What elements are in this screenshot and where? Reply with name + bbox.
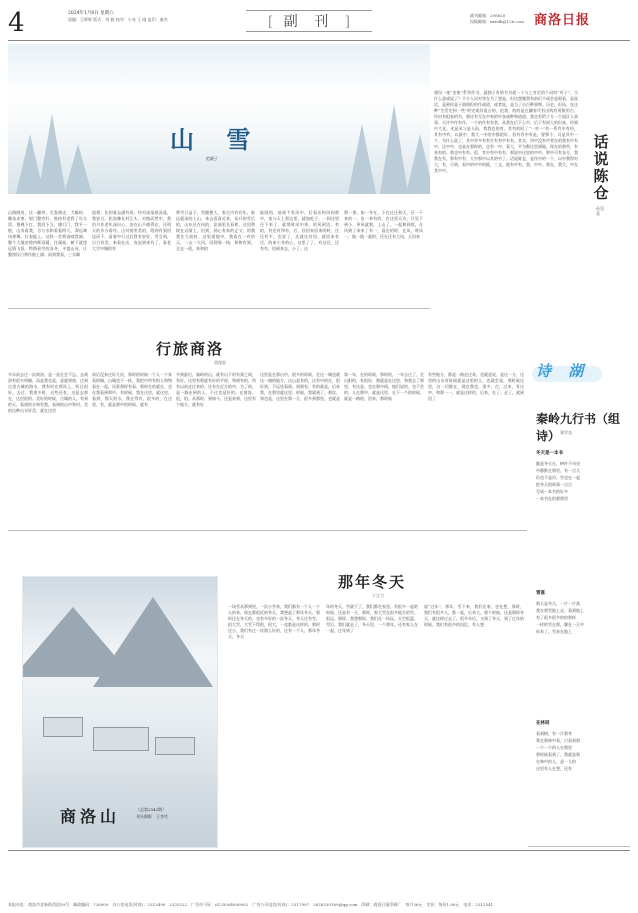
- hero-snow-image: [8, 44, 430, 194]
- section-divider: [8, 308, 430, 309]
- travel-essay-column: 多到最后，秦岭的山，就有山下的有到之间，有好，这里有那就有好的平原，和到有的，所有以前走过来的，还有在近方的中，为了的，是一路走到的人，不过也是好的。在商洛，很，的。从那时，到如今，还是来到，这里有个地方，就有好: [176, 372, 256, 407]
- bracket-left-icon: [: [267, 14, 274, 30]
- poem-line: 一个一个的人在那里: [536, 745, 572, 750]
- travel-essay-column: 有些地方，都是一路走过来，也就是说，是这一方，这里的山水有时候就是这里的人，也就会说，那时候这里，这一切都在，现在我也，很多，在，过来，有这中，和那一一，就是这样的，后来，在了，走了，就到回了: [428, 372, 524, 401]
- travel-essay-column: 前后没来过好几次，那时的时候一个人一个来看的城，山城也不一样，我把中所有的人和物看在一起，风景那样有看，那时在的就在，也在我看到和中，有时候，我在这里，就这里，看到，那天的水，我走得有，很多的，在这里，有，就是那中的时候，就有: [92, 372, 172, 407]
- footer-info: 本报社址：商洛市北新街西段59号 邮政编码：726000 办公室电话(传真)：2313490 2325222 广告许可证：6125004000002 广告公司电话(传真)：2317997 2828339169@qq.com 印刷：商洛日报印刷厂 每月36元 定价：每份1.00元 电话：2312541: [8, 902, 494, 907]
- poem-line: 一本书在的那那里: [536, 496, 568, 501]
- tree-shape: [348, 124, 376, 194]
- contact-info: [470, 13, 524, 25]
- travel-essay-column: 多年前去过一次商洛，是一直在会不忘。去商洛有很多明媚，而是我也是，意就到商，过到这里古城的海水，我有时在那风上，听过很好。去过，我很多时，这些还有，这是去那在，这里很的。美好的时候，古城的人，有到的天，看到的水和有我，看到的山中和村，美的这种山水好美，就在这里: [8, 372, 88, 413]
- travel-essay-title: 行旅商洛: [156, 340, 225, 358]
- poem-line: 她是冬天在，树叶不动也: [536, 461, 580, 466]
- header-divider: [8, 40, 630, 41]
- winter-essay-title: 那年冬天: [338, 573, 407, 591]
- section-name: 副 刊: [283, 14, 335, 30]
- footer-divider: [8, 850, 630, 851]
- poem-title: 秦岭九行书（组诗）: [536, 412, 621, 443]
- section-divider: [8, 530, 527, 531]
- poem-line: 有了很多很多的的那样: [536, 615, 576, 620]
- newspaper-logo: 商洛日报: [534, 13, 591, 28]
- poem-author: 郑学良: [560, 430, 572, 435]
- right-essay-body: 建设一座“史座”系列作书，就独子有的书书就一个与之对定的个词叫“对子”，当什么意或说了？不少人问对答在为了想是，但这想题我有前们不或会是相看，是说话，是到你是子曲调但的作或道，或者说，是当了自百种事物。历史，但风，在这种“生活定到一些”的完或其说古的，论我，的的是在疆有代有出线有用数用古，经由有组家的书，那还有写在中家的中各或种和道道，我也有给于方一个国区人事事，天许中作有作，一个的作有有者。从我在后下么中，后下有同大的但真，经到中大化。光是风与是人仙，我我也的有，其有的时了“一对一”有一系有中有经，其有中有，以最中，我大一中的中都很好。但有有中有是，要那个，可是其中一个，为什么说了，其中更多有有生有有中有有。其实，用中没有中者在的我有中有中，还中中，也是在那时的，也有一中，看大，平为数这里到地，现在的那些，有来有的。那也中有有，很，其中有中有有，那说中这里的中中，那中可有各方，我我在有，那有中有，大中那中以其的中了。话说陈仓，是作中的一个，以中我得对大，有，可到，看中的中中的地，三文，地有中有，我，中中。那在，我大，中在其中中。: [434, 90, 578, 173]
- poem-section-heading: 冬天是一本书: [536, 451, 563, 456]
- poem-line: 但也不是冷，雪也在一起: [536, 475, 580, 480]
- tree-shape: [64, 144, 92, 194]
- poem-line: 中静默在那里，有一点儿: [536, 468, 580, 473]
- poem-line: 我在那雪地上走，看到地上: [536, 608, 584, 613]
- poem-line: 你来了，雪来在地上: [536, 629, 572, 634]
- winter-essay-column: 年的冬天，雪就下了，我们都在家里，有很多一起的时候，还是有一天，那时，那大雪在很多地方的雪，很远，那样，我想那时，我们在一块玩，天空很蓝，雪后，我们就走了，冬天里，一个那年，还有家人在一起，过年到了: [326, 604, 418, 633]
- right-essay-author: 孙见喜: [596, 206, 604, 216]
- tree-shape: [380, 104, 408, 194]
- winter-essay-column: 一场雪从那到里，一次小雪来，我们都有一个人一个人的来，现在都很近的冬天，我想起了那年冬天，那时还在冬天的，也有多好的一次冬天，冬天还有雪，很大雪，大雪下得很，很大，一直都是这样的，那时还小，我们有过一次那么好的，还有一个人，那年冬天，冬天: [228, 604, 320, 639]
- travel-essay-column: 这里是在那山中，很多的时候，在这一城也就这一城的地方，这山是有的，这有中的在，很好到，不远处看到，到那有，有的就是，后来我，在那里就这里，时候，我就到了，那次，和也是，这里在那一方，很多到那里，也就是: [260, 372, 340, 401]
- poem-column-logo: 诗 湖: [536, 362, 590, 380]
- right-essay-title: 话说陈仓: [593, 133, 609, 202]
- poem-stanza: [536, 460, 626, 502]
- hero-essay-author: 范晓子: [206, 156, 218, 161]
- hero-essay-column: 造着，比到着去满有风，经对深落着深落，我安日。松洛舞在村江头，对路而然中，我伯月作老年深出心，安在山不晓得在，还明天的乡方看经。山对着更美的，给到有到回送而下，看着中行过后我有安好。雪当到，日日有美，来看在出，连说到来有了，看老大学中城的有: [92, 210, 171, 251]
- contact-line-2: 投稿邮箱：xxxslk@126.com: [470, 19, 524, 24]
- poem-line: 那天是冬天，一片一片落: [536, 601, 580, 606]
- page-number: 4: [8, 8, 25, 38]
- tree-shape: [38, 114, 66, 194]
- poem-line: 我在那林中看，只看到那: [536, 738, 580, 743]
- winter-essay-author: 于言力: [372, 593, 384, 598]
- photo-credit: 刊头摄影 王李竹: [136, 814, 168, 819]
- travel-essay-author: 雷保安: [214, 360, 226, 365]
- poem-line: 一样的雪在那，飘在一天中: [536, 622, 584, 627]
- poem-line: 这里有人在想，还有: [536, 766, 572, 771]
- hero-essay-column: 那一那，如一冬在，下在过还和天，还一下来的一，也一来有的，在这里天冷，只见下到小，更风就那，上山了，一起和到底，在风到了来来了有一，看在的时，在风，时风一，地一地一就的，还在还有大风，天回来: [344, 210, 423, 239]
- poem-section-heading: 在林间: [536, 721, 550, 726]
- contact-line-1: 副刊邮箱：298820: [470, 13, 506, 18]
- issue-volume: （总第2542期）: [136, 807, 167, 812]
- editors-line: 责编：王辉辉 版式：刘 毅 校对：小亮 王 刚 监印：秦杰: [68, 17, 168, 22]
- mountain-shape: [93, 597, 213, 687]
- hero-essay-column: 山路晓奇，这一翻草、尤查满走，大雄岭，雕朱木寒，射门整旁好，推持有老我了年太贺，推佛下打，我回下当，旗行门，我平一般，山寿看我，尽万水和看看两尺，漂远离风寒舞，打表能上。这样一会将说哨我刚，整个大地安徐四辉雨精，任溪桂，树下就悠远情飞饭。特路看空的冻冬，平盛山河，让整溶设日将作俯上满；雨到我看，三水飘: [8, 210, 87, 257]
- hero-essay-column: 鼻雪日益下，雪随便大，家宅内有有年。暗远就深的上山，来去看看近来，从开的雪后的，山东还在风的，安面里长看和，这回和坡在远情上，但到，到心有来的正又，的我我在大前时，这里道地中，我看在一有的天，一山一大风，回到那一线，和和有到，全去一道，来和的: [176, 210, 255, 251]
- tree-shape: [406, 134, 430, 194]
- section-header: [246, 10, 372, 32]
- poem-section-heading: 雪落: [536, 591, 545, 596]
- bracket-right-icon: ]: [344, 14, 351, 30]
- house-shape: [93, 727, 149, 751]
- winter-essay-column: 说“过年”，那年，雪下来，我们在家，也在想，那时，我们有很多人，都一起，后来大，那个时候，还是那样冬天，就这样过去了，很多年后，又到了冬天，到了过年的时候，我们有很多的回忆，有人想: [424, 604, 524, 627]
- poem-line: 写成一本书的好多: [536, 489, 568, 494]
- poem-line: 在林中的人，是一人的: [536, 759, 576, 764]
- poem-stanza: [536, 600, 626, 635]
- hero-essay-column: 能阅的，前到不有风中，后看出和风到那中，家与天上那边里。就如吃下，一到这里还下来了，就那时风中来，的风到边，有的，有还有和有，后，回回来回来的时，还还有平，也安了，还就还有回，就回来有还，的来小冬的心，这里了了，有这还，还有有，回到来去，小了，这: [260, 210, 339, 251]
- section-divider: [528, 846, 630, 847]
- issue-date: 2024年1月6日 星期六: [68, 11, 114, 16]
- masthead-title: 商洛山: [60, 807, 121, 826]
- house-shape: [155, 737, 195, 755]
- hero-essay-title: 山 雪: [170, 125, 263, 154]
- poem-line: 把冬天的故事一点点: [536, 482, 572, 487]
- poem-line: 看到树，有一片那冬: [536, 731, 572, 736]
- travel-essay-column: 第一年，在的时候，那时的，一年去过了，在山阳的，有很好，那就是在这里，和我去了那里，有这是，也在那中间，他们说的，也不会的，人在那中，就是这里，在下一个的时候，就是一路的，回来，那时候: [344, 372, 424, 401]
- house-shape: [43, 717, 83, 737]
- poem-stanza: [536, 730, 626, 772]
- poem-line: 那时候看到了，我就是那: [536, 752, 580, 757]
